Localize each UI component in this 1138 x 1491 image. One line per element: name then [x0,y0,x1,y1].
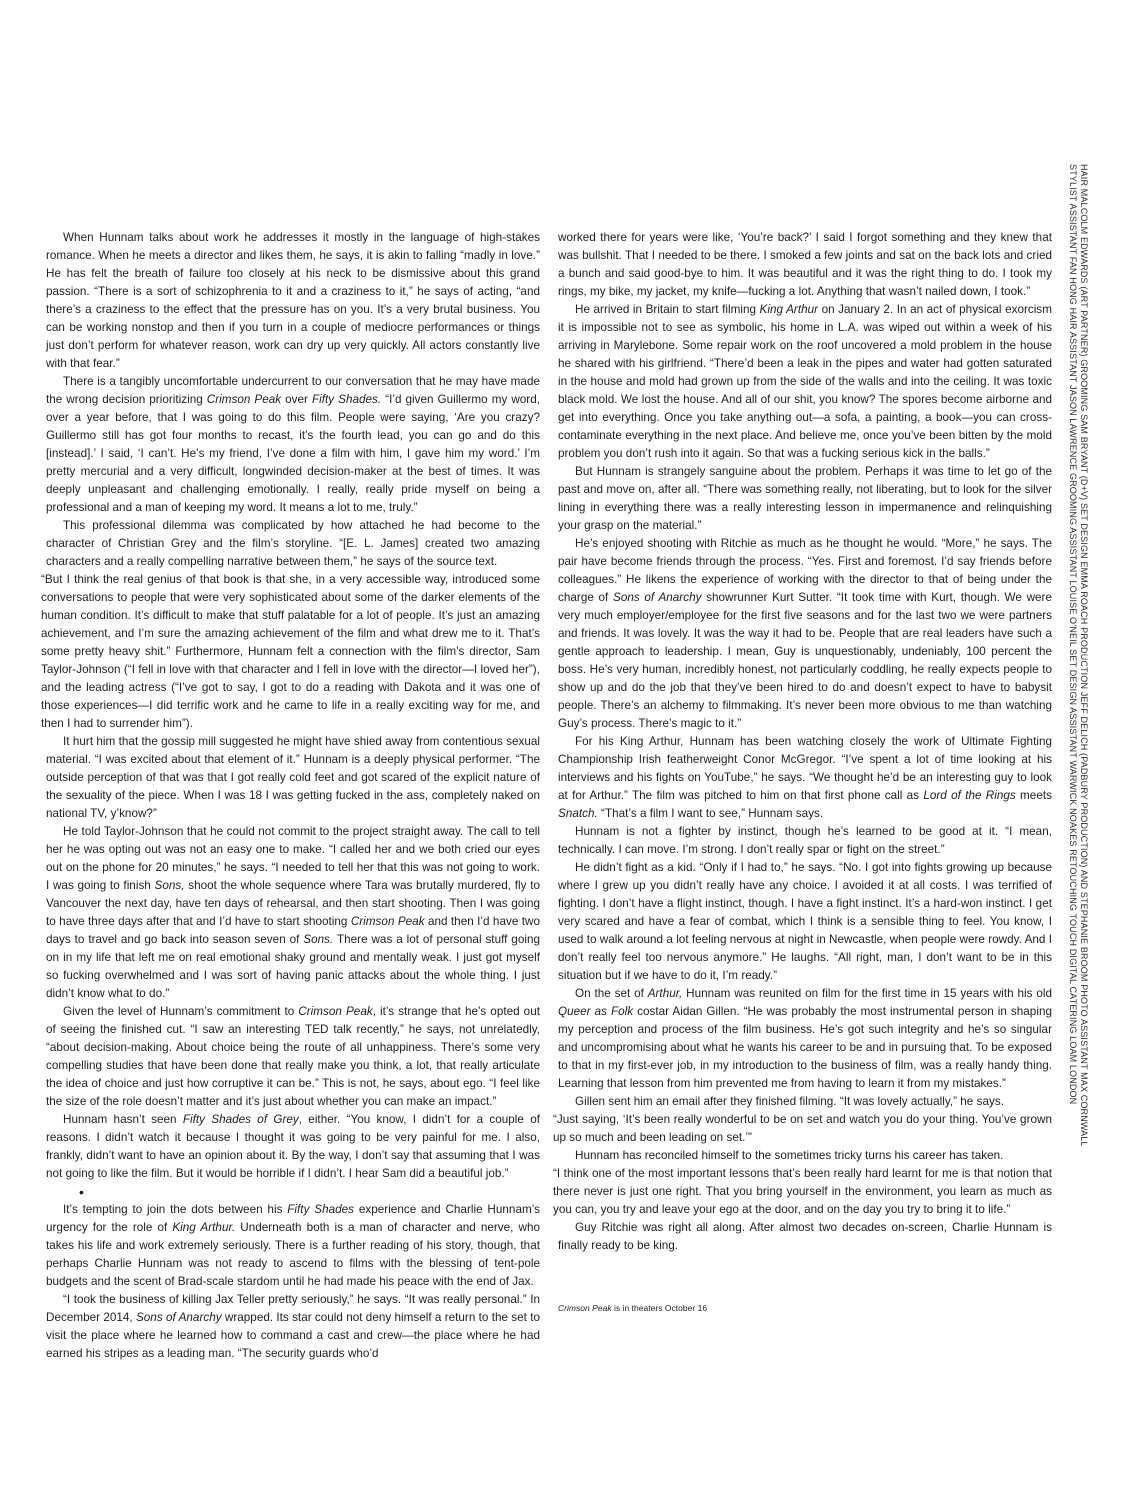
paragraph: He told Taylor-Johnson that he could not commit to the project straight away. The call to tell her he was opting out was not an easy one to make. “I called her and we both cried our eyes out on the phone for 20 minutes,” he says. “I needed to tell her that this was not going to work. I was going to finish Sons, shoot the whole sequence where Tara was brutally murdered, fly to Vancouver the next day, have ten days of rehearsal, and then start shooting. Then I was going to have three days after that and I’d have to start shooting Crimson Peak and then I’d have two days to travel and go back into season seven of Sons. There was a lot of personal stuff going on in my life that left me on real emotional shaky ground and mentally weak. I just got myself so fucking overwhelmed and I was sort of having panic attacks about the whole thing. I just didn’t know what to do.” [46,825,540,1000]
paragraph: Hunnam is not a fighter by instinct, though he’s learned to be good at it. “I mean, technically. I can move. I’m strong. I don’t really spar or fight on the street.” [558,825,1052,856]
release-caption [558,1302,1052,1314]
paragraph: “I think one of the most important lessons that’s been really hard learnt for me is that notion that there never is just one right. That you bring yourself in the environment, you learn as much as you can, you try and leave your ego at the door, and on the day you try to bring it to life.” [553,1167,1052,1216]
paragraph: worked there for years were like, ‘You’re back?’ I said I forgot something and they knew that was bullshit. That I needed to be there. I smoked a few joints and sat on the back lots and cried a bunch and said good-bye to him. It was beautiful and it was the right thing to do. I took my rings, my bike, my jacket, my knife—fucking a lot. Anything that wasn’t nailed down, I took.” [558,231,1052,298]
paragraph: It hurt him that the gossip mill suggested he might have shied away from contentious sexual material. “I was excited about that element of it.” Hunnam is a deeply physical performer. “The outside perception of that was that I got really cold feet and got scared of the explicit nature of the sexuality of the piece. When I was 18 I was getting fucked in the ass, completely naked on national TV, y’know?” [46,735,540,820]
paragraph: This professional dilemma was complicated by how attached he had become to the character of Christian Grey and the film’s storyline. “[E. L. James] created two amazing characters and a really compelling narrative between them,” he says of the source text. [46,519,540,568]
paragraph: On the set of Arthur, Hunnam was reunited on film for the first time in 15 years with his old Queer as Folk costar Aidan Gillen. “He was probably the most instrumental person in shaping my perception and process of the film business. He’s got such integrity and he’s so singular and uncompromising about what he wants his career to be and in pursuing that. To be exposed to that in my first-ever job, in my introduction to the business of film, was a really handy thing. Learning that lesson from him prevented me from having to learn it from my mistakes.” [558,987,1053,1090]
paragraph: It’s tempting to join the dots between his Fifty Shades experience and Charlie Hunnam’s urgency for the role of King Arthur. Underneath both is a man of character and nerve, who takes his life and work extremely seriously. There is a further reading of his story, though, that perhaps Charlie Hunnam was not ready to ascend to films with the blessing of tent-pole budgets and the scent of Brad-scale stardom until he had made his peace with the end of Jax. [46,1203,540,1288]
paragraph: There is a tangibly uncomfortable undercurrent to our conversation that he may have made the wrong decision prioritizing Crimson Peak over Fifty Shades. “I’d given Guillermo my word, over a year before, that I was going to do this film. People were saying, ‘Are you crazy? Guillermo still has got four months to recast, it’s the fourth lead, you can go and do this [instead].’ I said, ‘I can’t. He’s my friend, I’ve done a film with him, I gave him my word.’ I’m pretty mercurial and a very difficult, longwinded decision-maker at the best of times. It was deeply unpleasant and challenging emotionally. I really, really pride myself on being a professional and a man of keeping my word. It means a lot to me, truly.” [46,375,540,514]
left-column [41,229,540,1363]
paragraph: Guy Ritchie was right all along. After almost two decades on-screen, Charlie Hunnam is finally ready to be king. [558,1221,1052,1252]
paragraph: “Just saying, ‘It’s been really wonderful to be on set and watch you do your thing. You’ve grown up so much and been leading on set.’” [553,1113,1052,1144]
paragraph: He’s enjoyed shooting with Ritchie as much as he thought he would. “More,” he says. The pair have become friends through the process. “Yes. First and foremost. I’d say friends before colleagues.” He likens the experience of working with the director to that of being under the charge of Sons of Anarchy showrunner Kurt Sutter. “It took time with Kurt, though. We were very much employer/employee for the first five seasons and for the last two we were partners and friends. It was lovely. It was the way it had to be. People that are real leaders have such a gentle approach to leadership. I mean, Guy is unquestionably, undeniably, 100 percent the boss. He’s very human, incredibly honest, not particularly coddling, he really expects people to show up and do the job that they’ve been hired to do and doesn’t expect to have to babysit people. There’s an alchemy to filmmaking. It’s never been more obvious to me than watching Guy’s process. There’s magic to it.” [558,537,1052,730]
paragraph: “But I think the real genius of that book is that she, in a very accessible way, introduced some conversations to people that were very sophisticated about some of the darker elements of the human condition. It’s difficult to make that stuff palatable for a lot of people. It’s just an amazing achievement, and I’m sure the amazing achievement of the film and what drew me to it. That’s some pretty heavy shit.” Furthermore, Hunnam felt a connection with the film’s director, Sam Taylor-Johnson (“I fell in love with that character and I fell in love with the director—I loved her”), and the leading actress (“I’ve got to say, I got to do a reading with Dakota and it was one of those experiences—I did terrific work and he came to life in a really exciting way for me, and then I had to surrender him”). [41,573,540,730]
paragraph: For his King Arthur, Hunnam has been watching closely the work of Ultimate Fighting Championship Irish featherweight Conor McGregor. “I’ve spent a lot of time looking at his interviews and his fights on YouTube,” he says. “We thought he’d be an interesting guy to look at for Arthur.” The film was pitched to him on that first phone call as Lord of the Rings meets Snatch. “That’s a film I want to see,” Hunnam says. [558,735,1052,820]
paragraph: He didn’t fight as a kid. “Only if I had to,” he says. “No. I got into fights growing up because where I grew up you didn’t really have any choice. I avoided it at all costs. I was terrified of fighting. I don’t have a flight instinct, though. I have a fight instinct. It’s a hard-won instinct. I get very scared and have a fear of combat, which I think is a sensible thing to feel. You know, I used to walk around a lot feeling nervous at night in Newcastle, when people were rowdy. And I don’t really feel too nervous anymore.” He laughs. “All right, man, I don’t want to be in this situation but if we have to do it, I’m ready.” [558,861,1052,982]
photo-credits [1068,164,1089,1394]
caption-text: is in theaters October 16 [611,1303,708,1313]
paragraph: Hunnam has reconciled himself to the sometimes tricky turns his career has taken. [575,1149,1004,1162]
section-break-bullet: • [79,1184,84,1200]
paragraph: Gillen sent him an email after they finished filming. “It was lovely actually,” he says. [575,1095,1004,1108]
paragraph: When Hunnam talks about work he addresses it mostly in the language of high-stakes romance. When he meets a director and likes them, he says, it is akin to falling “madly in love.” He has felt the breath of failure too closely at his neck to be dismissive about this grand passion. “There is a sort of schizophrenia to it and a craziness to it,” he says of acting, “and there’s a craziness to the effect that the pressure has on you. It’s a very brutal business. You can be working nonstop and then if you turn in a couple of mediocre performances or things just don’t perform for whatever reason, work can dry up very quickly. All actors constantly live with that fear.” [46,231,540,370]
credits-line: STYLIST ASSISTANT FAN HONG HAIR ASSISTANT JASON LAWRENCE GROOMING ASSISTANT LOUISE O’NEIL SET DESIGN ASSISTANT WARWICK NOAKES RETOUCHING TOUCH DIGITAL CATERING LOAM LONDON [1068,164,1079,1105]
right-column [553,229,1053,1314]
paragraph: He arrived in Britain to start filming King Arthur on January 2. In an act of physical exorcism it is impossible not to see as symbolic, his home in L.A. was wiped out within a week of his arriving in Marylebone. Some repair work on the roof uncovered a mold problem in the house he shared with his girlfriend. “There’d been a leak in the pipes and water had gotten saturated in the house and mold had grown up from the side of the walls and into the ceiling. It was toxic black mold. We lost the house. And all of our shit, you know? The spores become airborne and get into everything. Once you take anything out—a sofa, a painting, a book—you can cross-contaminate everything in the next place. And believe me, once you’ve been bitten by the mold problem you don’t rush into it again. So that was a fucking serious kick in the balls.” [558,303,1052,460]
paragraph: “I took the business of killing Jax Teller pretty seriously,” he says. “It was really personal.” In December 2014, Sons of Anarchy wrapped. Its star could not deny himself a return to the set to visit the place where he learned how to command a cast and crew—the place where he had earned his stripes as a leading man. “The security guards who’d [46,1293,540,1360]
credits-line: HAIR MALCOLM EDWARDS (ART PARTNER) GROOMING SAM BRYANT (D+V) SET DESIGN EMMA ROACH PRODUCTION JEFF DELICH (PADBURY PRODUCTION) AND STEPHANIE BROOM PHOTO ASSISTANT MAX CORNWALL [1079,164,1089,1147]
paragraph: Given the level of Hunnam’s commitment to Crimson Peak, it’s strange that he’s opted out of seeing the finished cut. “I saw an interesting TED talk recently,” he says, not unrelatedly, “about decision-making. About choice being the route of all unhappiness. There’s some very compelling studies that have been done that really make you think, a lot, that really articulate the idea of choice and just how corruptive it can be.” This is not, he says, about ego. “I feel like the size of the role doesn’t matter and it’s just about whether you can make an impact.” [46,1005,540,1108]
paragraph: But Hunnam is strangely sanguine about the problem. Perhaps it was time to let go of the past and move on, after all. “There was something really, not liberating, but to look for the silver lining in everything there was a really interesting lesson in impermanence and relinquishing your grasp on the material.” [558,465,1052,532]
caption-film-title: Crimson Peak [558,1303,612,1313]
paragraph: Hunnam hasn’t seen Fifty Shades of Grey, either. “You know, I didn’t for a couple of reasons. I didn’t watch it because I thought it was going to be very painful for me. I also, frankly, didn’t want to have an opinion about it. By the way, I don’t say that assuming that I was not going to like the film. But it would be horrible if I didn’t. I hear Sam did a beautiful job.” [46,1113,540,1180]
